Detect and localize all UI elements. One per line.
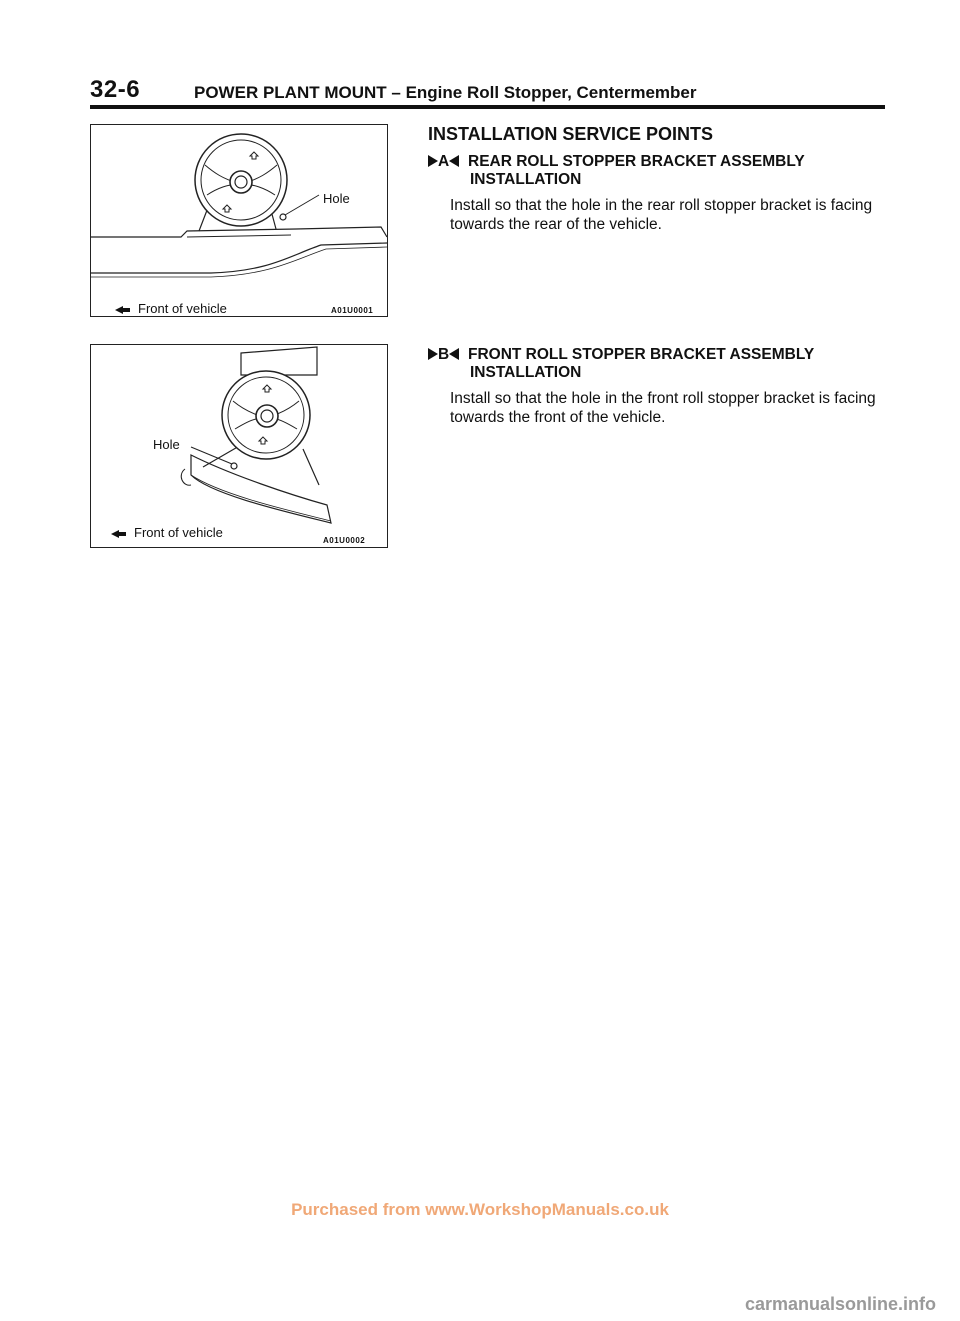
page-number: 32-6 <box>90 76 141 103</box>
hole-label: Hole <box>153 437 180 452</box>
item-heading-a <box>428 153 805 189</box>
figure-code: A01U0001 <box>331 306 374 315</box>
title-sub: Engine Roll Stopper, Centermember <box>405 83 697 102</box>
item-heading-line1: REAR ROLL STOPPER BRACKET ASSEMBLY <box>468 153 805 170</box>
triangle-left-icon <box>449 155 459 167</box>
caption-text: Front of vehicle <box>138 301 227 316</box>
item-heading-b <box>428 346 814 382</box>
header-rule <box>90 105 885 109</box>
item-body-a: Install so that the hole in the rear roll stopper bracket is facing towards the rear of the vehicle. <box>450 197 873 233</box>
figure-code: A01U0002 <box>323 536 366 545</box>
triangle-left-icon <box>449 348 459 360</box>
arrow-left-icon <box>115 306 123 314</box>
caption-text: Front of vehicle <box>134 525 223 540</box>
item-heading-line1: FRONT ROLL STOPPER BRACKET ASSEMBLY <box>468 346 815 363</box>
figure-front-roll-stopper <box>90 344 388 548</box>
title-separator: – <box>386 83 406 102</box>
figure-caption <box>111 525 223 540</box>
front-roll-stopper-illustration <box>91 345 387 547</box>
hole-label: Hole <box>323 191 350 206</box>
rear-roll-stopper-illustration <box>91 125 387 316</box>
item-marker: A <box>428 153 468 171</box>
arrow-left-icon <box>111 530 119 538</box>
item-heading-line2: INSTALLATION <box>470 364 582 381</box>
item-body-b: Install so that the hole in the front roll stopper bracket is facing towards the front of the vehicle. <box>450 390 876 426</box>
footer-link[interactable]: Purchased from www.WorkshopManuals.co.uk <box>291 1200 669 1219</box>
item-heading-line2: INSTALLATION <box>470 171 582 188</box>
triangle-right-icon <box>428 155 438 167</box>
figure-rear-roll-stopper <box>90 124 388 317</box>
page-title <box>194 83 697 103</box>
item-marker: B <box>428 346 468 364</box>
title-main: POWER PLANT MOUNT <box>194 83 387 102</box>
watermark: carmanualsonline.info <box>744 1294 936 1314</box>
triangle-right-icon <box>428 348 438 360</box>
figure-caption <box>115 301 227 316</box>
section-title: INSTALLATION SERVICE POINTS <box>428 124 714 144</box>
